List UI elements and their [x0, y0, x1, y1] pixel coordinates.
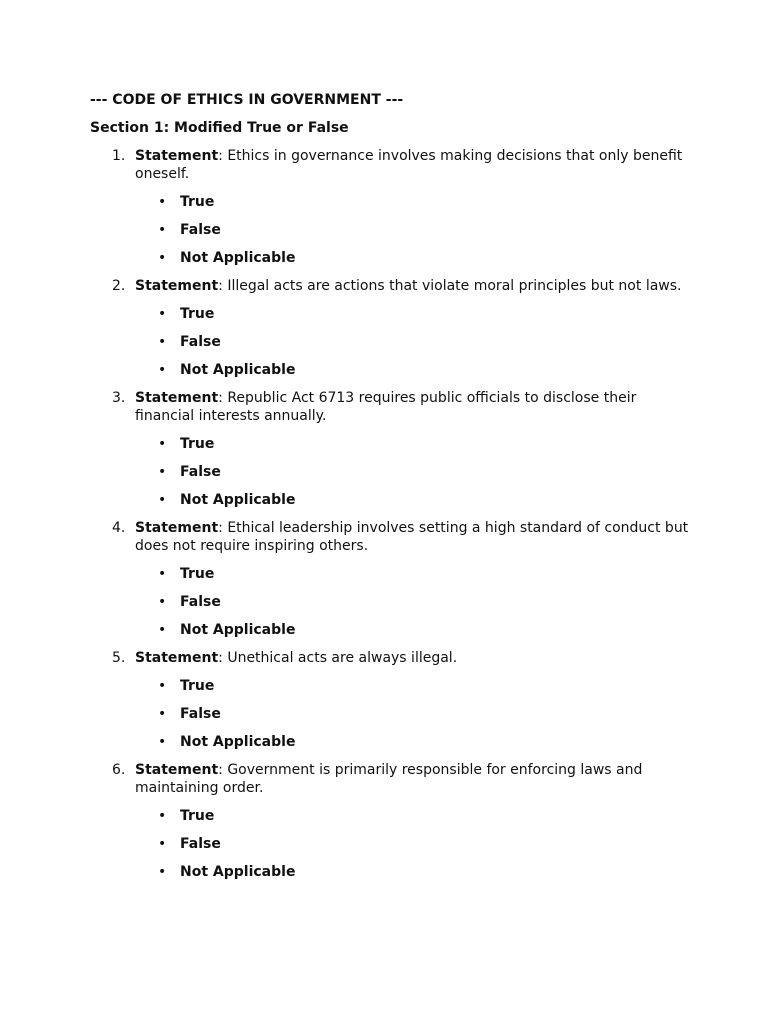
statement-label: Statement [135, 278, 219, 294]
bullet-icon: • [158, 734, 167, 750]
statement-label: Statement [135, 650, 219, 666]
question-number: 3. [112, 390, 126, 406]
question-statement [135, 519, 690, 555]
bullet-icon: • [158, 836, 167, 852]
bullet-icon: • [158, 622, 167, 638]
option-label: True [180, 436, 215, 452]
option-false [158, 835, 690, 853]
option-true [158, 565, 690, 583]
statement-label: Statement [135, 390, 219, 406]
section-title: Section 1: Modified True or False [90, 120, 349, 136]
option-true [158, 807, 690, 825]
question-statement [135, 761, 690, 797]
option-label: Not Applicable [180, 864, 296, 880]
option-label: True [180, 566, 215, 582]
option-label: True [180, 194, 215, 210]
bullet-icon: • [158, 864, 167, 880]
question-item [112, 389, 690, 509]
option-label: False [180, 334, 221, 350]
document-title: --- CODE OF ETHICS IN GOVERNMENT --- [90, 92, 404, 108]
bullet-icon: • [158, 362, 167, 378]
option-label: False [180, 464, 221, 480]
question-item [112, 147, 690, 267]
option-label: Not Applicable [180, 622, 296, 638]
question-item [112, 519, 690, 639]
question-statement [135, 147, 690, 183]
statement-text: : Ethics in governance involves making decisions that only benefit oneself. [135, 148, 683, 182]
statement-label: Statement [135, 148, 219, 164]
bullet-icon: • [158, 594, 167, 610]
option-label: False [180, 836, 221, 852]
question-statement [135, 649, 690, 667]
statement-text: : Ethical leadership involves setting a high standard of conduct but does not require inspiring others. [135, 520, 689, 554]
option-label: False [180, 222, 221, 238]
option-false [158, 593, 690, 611]
bullet-icon: • [158, 334, 167, 350]
option-not-applicable [158, 863, 690, 881]
statement-text: : Illegal acts are actions that violate moral principles but not laws. [218, 278, 682, 294]
bullet-icon: • [158, 706, 167, 722]
bullet-icon: • [158, 436, 167, 452]
question-number: 2. [112, 278, 126, 294]
question-number: 1. [112, 148, 126, 164]
option-false [158, 463, 690, 481]
option-not-applicable [158, 249, 690, 267]
question-item [112, 277, 690, 379]
option-list [135, 677, 690, 751]
option-true [158, 193, 690, 211]
option-list [135, 305, 690, 379]
option-not-applicable [158, 361, 690, 379]
option-label: Not Applicable [180, 362, 296, 378]
option-true [158, 677, 690, 695]
question-statement [135, 389, 690, 425]
option-label: True [180, 306, 215, 322]
option-true [158, 435, 690, 453]
question-list [90, 147, 690, 881]
option-list [135, 435, 690, 509]
question-item [112, 649, 690, 751]
statement-text: : Republic Act 6713 requires public officials to disclose their financial interests annually. [135, 390, 637, 424]
question-item [112, 761, 690, 881]
option-label: Not Applicable [180, 250, 296, 266]
bullet-icon: • [158, 808, 167, 824]
option-list [135, 193, 690, 267]
question-number: 4. [112, 520, 126, 536]
bullet-icon: • [158, 464, 167, 480]
option-not-applicable [158, 621, 690, 639]
question-number: 5. [112, 650, 126, 666]
bullet-icon: • [158, 492, 167, 508]
option-false [158, 221, 690, 239]
bullet-icon: • [158, 250, 167, 266]
statement-label: Statement [135, 762, 219, 778]
statement-text: : Unethical acts are always illegal. [218, 650, 458, 666]
option-label: True [180, 808, 215, 824]
option-list [135, 807, 690, 881]
question-number: 6. [112, 762, 126, 778]
statement-text: : Government is primarily responsible for enforcing laws and maintaining order. [135, 762, 643, 796]
option-false [158, 333, 690, 351]
question-statement [135, 277, 690, 295]
option-false [158, 705, 690, 723]
option-not-applicable [158, 491, 690, 509]
bullet-icon: • [158, 306, 167, 322]
bullet-icon: • [158, 194, 167, 210]
option-label: False [180, 706, 221, 722]
document-page [90, 91, 690, 891]
option-label: False [180, 594, 221, 610]
option-list [135, 565, 690, 639]
statement-label: Statement [135, 520, 219, 536]
option-label: Not Applicable [180, 492, 296, 508]
option-not-applicable [158, 733, 690, 751]
bullet-icon: • [158, 566, 167, 582]
option-label: True [180, 678, 215, 694]
option-true [158, 305, 690, 323]
bullet-icon: • [158, 678, 167, 694]
bullet-icon: • [158, 222, 167, 238]
option-label: Not Applicable [180, 734, 296, 750]
